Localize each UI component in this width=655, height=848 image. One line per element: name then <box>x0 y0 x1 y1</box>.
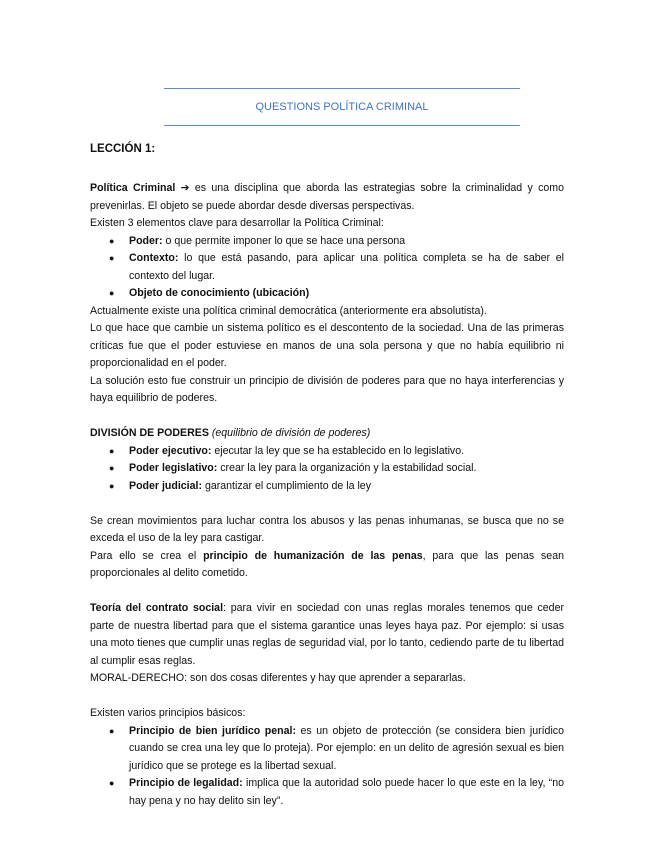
list-item <box>90 285 564 303</box>
intro-term: Política Criminal <box>90 182 176 194</box>
list-item <box>90 250 564 285</box>
list-item-term: Contexto: <box>129 252 179 264</box>
paragraph: MORAL-DERECHO: son dos cosas diferentes y hay que aprender a separarlas. <box>90 672 466 684</box>
division-heading-text: DIVISIÓN DE PODERES <box>90 427 209 439</box>
list-item <box>90 723 564 776</box>
principles-list <box>90 723 564 811</box>
lesson-heading: LECCIÓN 1: <box>90 143 156 155</box>
list-item <box>90 443 564 461</box>
bullet-icon: ● <box>109 235 115 246</box>
title-rule-top <box>164 88 520 89</box>
list-item <box>90 460 564 478</box>
list-item-term: Poder: <box>129 234 163 247</box>
list-item-term: Principio de bien jurídico penal: <box>129 724 296 737</box>
list-item-text: ejecutar la ley que se ha establecido en lo legislativo. <box>211 444 465 457</box>
division-heading <box>90 425 564 443</box>
bullet-icon: ● <box>109 480 115 491</box>
bullet-icon: ● <box>109 463 115 473</box>
bullet-icon: ● <box>109 288 115 298</box>
page-title: QUESTIONS POLÍTICA CRIMINAL <box>255 101 429 113</box>
list-item-text: lo que está pasando, para aplicar una política completa se ha de saber el contexto del lugar. <box>129 252 564 282</box>
bullet-icon: ● <box>109 725 115 736</box>
paragraph: Lo que hace que cambie un sistema político es el descontento de la sociedad. Una de las primeras críticas fue que el poder estuviese en manos de una sola persona y que no había equilibrio ni proporcionalidad en el poder. <box>90 322 564 369</box>
paragraph: Se crean movimientos para luchar contra los abusos y las penas inhumanas, se busca que no se exceda el uso de la ley para castigar. <box>90 514 564 544</box>
intro-definition <box>90 180 564 215</box>
contract-term: Teoría del contrato social <box>90 602 224 614</box>
elements-intro: Existen 3 elementos clave para desarrollar la Política Criminal: <box>90 217 384 229</box>
contract-paragraph <box>90 600 564 670</box>
title-rule-bottom <box>164 125 520 126</box>
bullet-icon: ● <box>109 253 115 263</box>
principles-intro: Existen varios principios básicos: <box>90 707 246 719</box>
list-item <box>90 478 564 496</box>
arrow-right-icon: ➔ <box>180 182 190 194</box>
list-item-term: Poder legislativo: <box>129 462 218 474</box>
bullet-icon: ● <box>109 445 115 456</box>
document-body <box>90 138 564 810</box>
humanization-term: principio de humanización de las penas <box>203 549 423 562</box>
intro-definition-text: es una disciplina que aborda las estrategias sobre la criminalidad y como prevenirlas. El objeto se puede abordar desde diversas perspectivas. <box>90 182 564 212</box>
paragraph: Actualmente existe una política criminal democrática (anteriormente era absolutista). <box>90 304 487 317</box>
list-item-text: crear la ley para la organización y la estabilidad social. <box>217 462 477 474</box>
division-subtitle: (equilibrio de división de poderes) <box>211 427 371 439</box>
list-item <box>90 775 564 810</box>
list-item-text: garantizar el cumplimiento de la ley <box>202 479 371 492</box>
list-item <box>90 233 564 251</box>
list-item-term: Principio de legalidad: <box>129 777 243 789</box>
division-list <box>90 443 564 496</box>
elements-list <box>90 233 564 303</box>
list-item-text: implica que la autoridad solo puede hacer lo que este en la ley, “no hay pena y no hay delito sin ley”. <box>129 777 564 807</box>
bullet-icon: ● <box>109 778 115 788</box>
list-item-term: Objeto de conocimiento (ubicación) <box>129 287 310 299</box>
contract-text: : para vivir en sociedad con unas reglas morales tenemos que ceder parte de nuestra libertad para que el sistema garantice unas leyes haya paz. Por ejemplo: si usas una moto tienes que cumplir unas reglas de seguridad vial, por lo tanto, cediendo parte de tu libertad al cumplir esas reglas. <box>90 602 564 667</box>
list-item-term: Poder ejecutivo: <box>129 444 212 457</box>
list-item-text: es un objeto de protección (se considera bien jurídico cuando se crea una ley que lo proteja). Por ejemplo: en un delito de agresión sexual es bien jurídico que se protege es la libertad sexual. <box>129 724 564 772</box>
humanization-paragraph <box>90 548 564 583</box>
list-item-term: Poder judicial: <box>129 479 202 492</box>
paragraph: La solución esto fue construir un principio de división de poderes para que no haya interferencias y haya equilibrio de poderes. <box>90 374 564 404</box>
text-span: Para ello se crea el <box>90 549 204 562</box>
list-item-text: o que permite imponer lo que se hace una persona <box>162 234 406 247</box>
text-span: , para que las penas sean proporcionales al delito cometido. <box>90 549 564 579</box>
